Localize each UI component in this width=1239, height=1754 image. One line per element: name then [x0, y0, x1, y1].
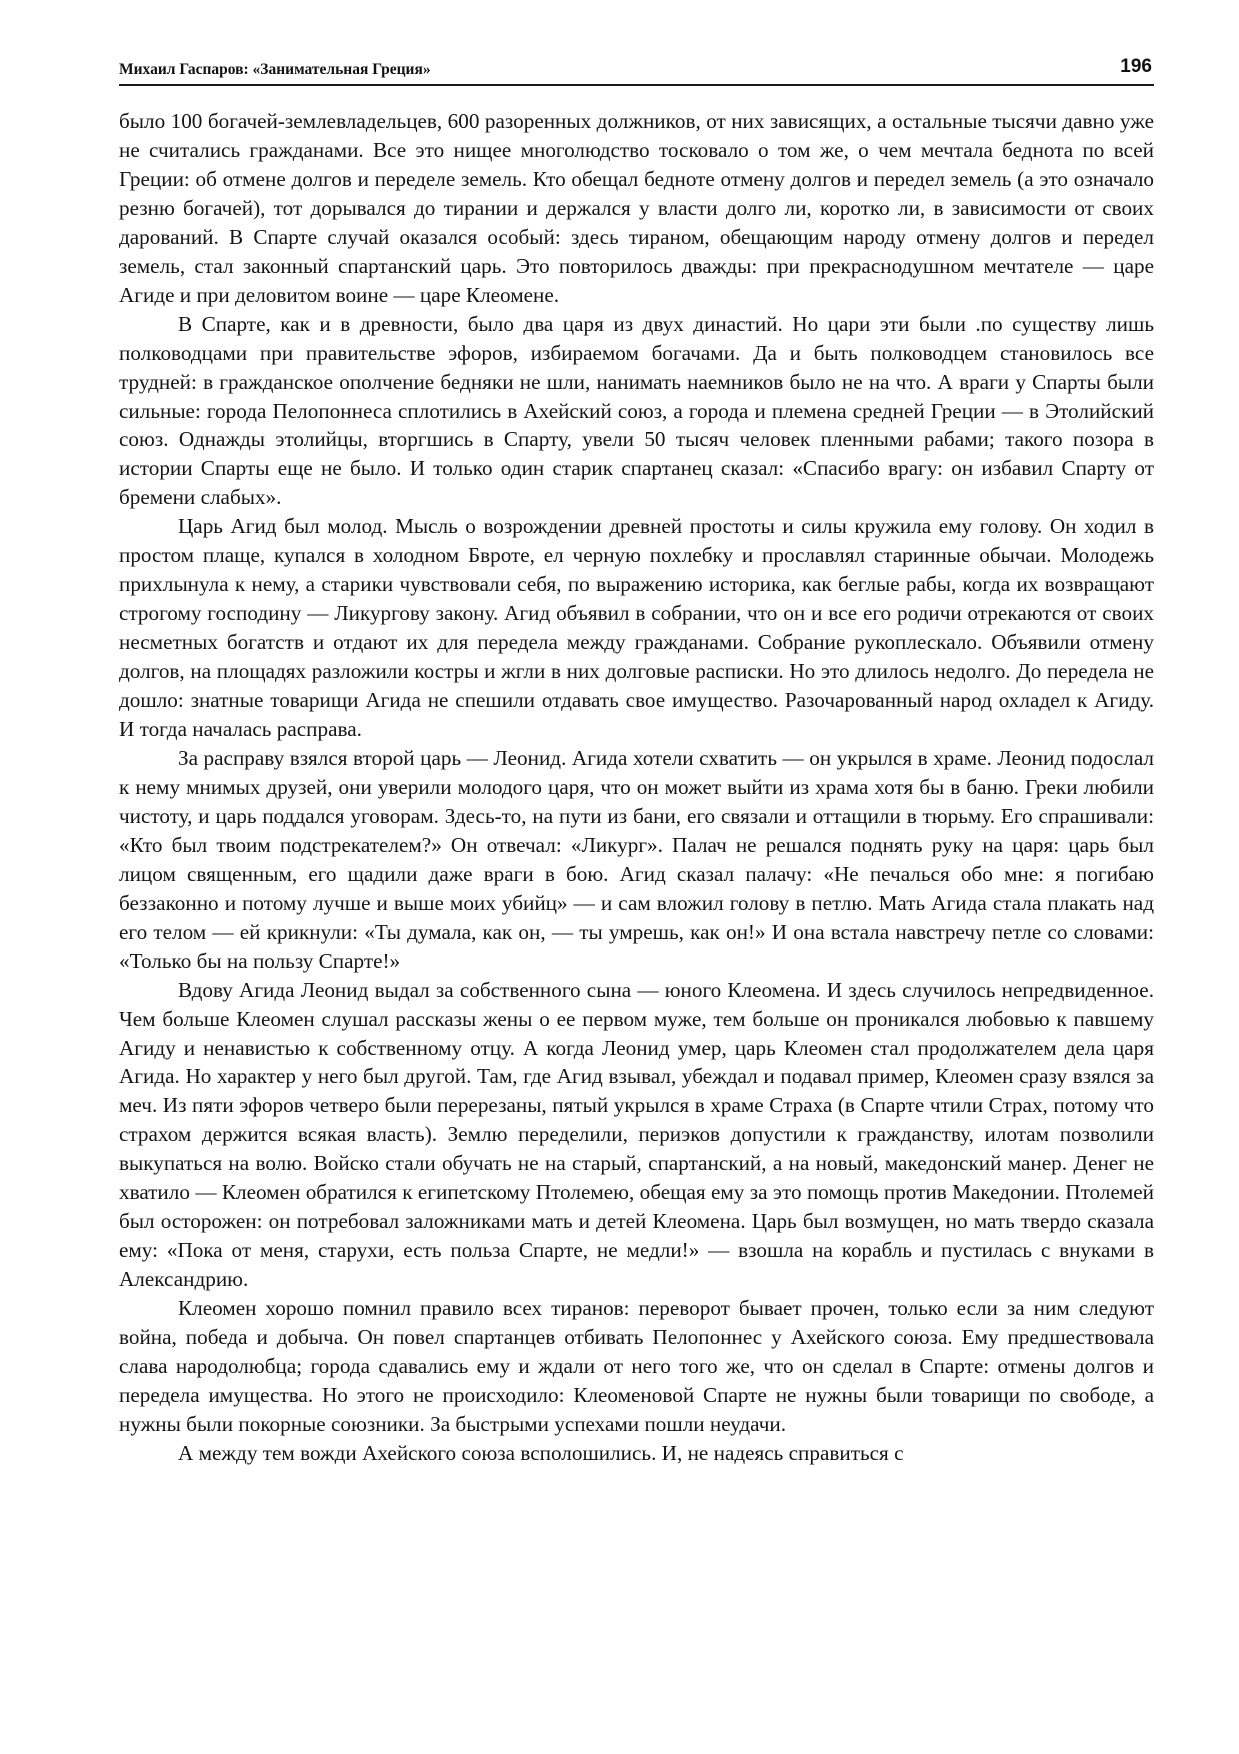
paragraph: А между тем вожди Ахейского союза всполошились. И, не надеясь справиться с [178, 1440, 904, 1465]
page-number: 196 [1120, 56, 1152, 77]
running-header [119, 56, 1154, 86]
paragraph: Вдову Агида Леонид выдал за собственного сына — юного Клеомена. И здесь случилось непредвиденное. Чем больше Клеомен слушал рассказы жены о ее первом муже, тем больше он проникался любовью к павшему Агиду и ненавистью к собственному отцу. А когда Леонид умер, царь Клеомен стал продолжателем дела царя Агида. Но характер у него был другой. Там, где Агид взывал, убеждал и подавал пример, Клеомен сразу взялся за меч. Из пяти эфоров четверо были перерезаны, пятый укрылся в храме Страха (в Спарте чтили Страх, потому что страхом держится всякая власть). Землю переделили, периэков допустили к гражданству, илотам позволили выкупаться на волю. Войско стали обучать не на старый, спартанский, а на новый, македонский манер. Денег не хватило — Клеомен обратился к египетскому Птолемею, обещая ему за это помощь против Македонии. Птолемей был осторожен: он потребовал заложниками мать и детей Клеомена. Царь был возмущен, но мать твердо сказала ему: «Пока от меня, старухи, есть польза Спарте, не медли!» — взошла на корабль и пустилась с внуками в Александрию. [119, 977, 1154, 1292]
paragraph: Царь Агид был молод. Мысль о возрождении древней простоты и силы кружила ему голову. Он ходил в простом плаще, купался в холодном Бвроте, ел черную похлебку и прославлял старинные обычаи. Молодежь прихлынула к нему, а старики чувствовали себя, по выражению историка, как беглые рабы, когда их возвращают строгому господину — Ликургову закону. Агид объявил в собрании, что он и все его родичи отрекаются от своих несметных богатств и отдают их для передела между гражданами. Собрание рукоплескало. Объявили отмену долгов, на площадях разложили костры и жгли в них долговые расписки. Но это длилось недолго. До передела не дошло: знатные товарищи Агида не спешили отдавать свое имущество. Разочарованный народ охладел к Агиду. И тогда началась расправа. [119, 514, 1154, 742]
paragraph: Клеомен хорошо помнил правило всех тиранов: переворот бывает прочен, только если за ним следуют война, победа и добыча. Он повел спартанцев отбивать Пелопоннес у Ахейского союза. Ему предшествовала слава народолюбца; города сдавались ему и ждали от него того же, что он сделал в Спарте: отмены долгов и передела имущества. Но этого не происходило: Клеоменовой Спарте не нужны были товарищи по свободе, а нужны были покорные союзники. За быстрыми успехами пошли неудачи. [119, 1296, 1154, 1436]
header-title: Михаил Гаспаров: «Занимательная Греция» [119, 61, 431, 78]
paragraph: было 100 богачей-землевладельцев, 600 разоренных должников, от них зависящих, а остальные тысячи давно уже не считались гражданами. Все это нищее многолюдство тосковало о том же, о чем мечтала беднота по всей Греции: об отмене долгов и переделе земель. Кто обещал бедноте отмену долгов и передел земель (а это означало резню богачей), тот дорывался до тирании и держался у власти долго ли, коротко ли, в зависимости от своих дарований. В Спарте случай оказался особый: здесь тираном, обещающим народу отмену долгов и передел земель, стал законный спартанский царь. Это повторилось дважды: при прекраснодушном мечтателе — царе Агиде и при деловитом воине — царе Клеомене. [119, 109, 1154, 307]
body-text [119, 107, 1154, 1468]
paragraph: За расправу взялся второй царь — Леонид. Агида хотели схватить — он укрылся в храме. Леонид подослал к нему мнимых друзей, они уверили молодого царя, что он может выйти из храма хотя бы в баню. Греки любили чистоту, и царь поддался уговорам. Здесь-то, на пути из бани, его связали и оттащили в тюрьму. Его спрашивали: «Кто был твоим подстрекателем?» Он отвечал: «Ликург». Палач не решался поднять руку на царя: царь был лицом священным, его щадили даже враги в бою. Агид сказал палачу: «Не печалься обо мне: я погибаю беззаконно и потому лучше и выше моих убийц» — и сам вложил голову в петлю. Мать Агида стала плакать над его телом — ей крикнули: «Ты думала, как он, — ты умрешь, как он!» И она встала навстречу петле со словами: «Только бы на пользу Спарте!» [119, 745, 1154, 973]
paragraph: В Спарте, как и в древности, было два царя из двух династий. Но цари эти были .по существу лишь полководцами при правительстве эфоров, избираемом богачами. Да и быть полководцем становилось все трудней: в гражданское ополчение бедняки не шли, нанимать наемников было не на что. А враги у Спарты были сильные: города Пелопоннеса сплотились в Ахейский союз, а города и племена средней Греции — в Этолийский союз. Однажды этолийцы, вторгшись в Спарту, увели 50 тысяч человек пленными рабами; такого позора в истории Спарты еще не было. И только один старик спартанец сказал: «Спасибо врагу: он избавил Спарту от бремени слабых». [119, 311, 1154, 510]
